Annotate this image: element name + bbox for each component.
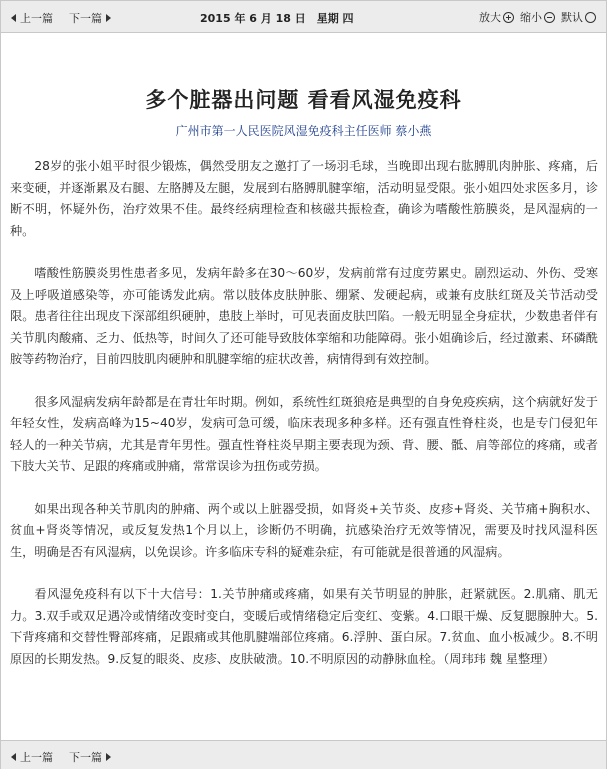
next-article-label: 下一篇 xyxy=(69,751,102,764)
minus-circle-icon xyxy=(544,12,555,23)
bottom-nav xyxy=(11,749,121,765)
zoom-default-label: 默认 xyxy=(561,11,583,24)
next-article-link[interactable] xyxy=(69,10,111,26)
bottom-toolbar xyxy=(1,740,606,769)
zoom-in-button[interactable] xyxy=(479,9,514,25)
zoom-default-button[interactable] xyxy=(561,9,596,25)
arrow-right-icon xyxy=(106,14,111,22)
prev-article-label: 上一篇 xyxy=(20,12,53,25)
paragraph: 很多风湿病发病年龄都是在青壮年时期。例如，系统性红斑狼疮是典型的自身免疫疾病，这个病就好发于年轻女性，发病高峰为15~40岁，发病可急可缓，临床表现多种多样。还有强直性脊柱炎，也是专门侵犯年轻人的一种关节病，尤其是青年男性。强直性脊柱炎早期主要表现为颈、背、腰、骶、肩等部位的疼痛，或者下肢大关节、足跟的疼痛或肿痛，常常误诊为扭伤或劳损。 xyxy=(10,394,598,473)
circle-icon xyxy=(585,12,596,23)
paragraph: 看风湿免疫科有以下十大信号：1.关节肿痛或疼痛，如果有关节明显的肿胀，赶紧就医。2.肌痛、肌无力。3.双手或双足遇冷或情绪改变时变白，变暖后或情绪稳定后变红、变紫。4.口眼干燥、反复腮腺肿大。5.下背疼痛和交替性臀部疼痛，足跟痛或其他肌腱端部位疼痛。6.浮肿、蛋白尿。7.贫血、血小板减少。8.不明原因的长期发热。9.反复的眼炎、皮疹、皮肤破溃。10.不明原因的动静脉血栓。（周玮玮 魏 星整理） xyxy=(10,587,598,666)
paragraph: 如果出现各种关节肌肉的肿痛、两个或以上脏器受损，如肾炎+关节炎、皮疹+肾炎、关节痛+胸积水、贫血+肾炎等情况，或反复发热1个月以上，诊断仍不明确，抗感染治疗无效等情况，需要及时找风湿科医生，明确是否有风湿病，以免误诊。许多临床专科的疑难杂症，有可能就是很普通的风湿病。 xyxy=(10,501,598,559)
arrow-left-icon xyxy=(11,14,16,22)
article-body xyxy=(10,156,598,691)
article-author: 广州市第一人民医院风湿免疫科主任医师 蔡小燕 xyxy=(175,124,432,138)
zoom-out-label: 缩小 xyxy=(520,11,542,24)
zoom-out-button[interactable] xyxy=(520,9,555,25)
issue-date: 2015 年 6 月 18 日 星期 四 xyxy=(200,12,354,25)
next-article-link-bottom[interactable] xyxy=(69,749,111,765)
paragraph: 嗜酸性筋膜炎男性患者多见，发病年龄多在30～60岁，发病前常有过度劳累史。剧烈运动、外伤、受寒及上呼吸道感染等，亦可能诱发此病。常以肢体皮肤肿胀、绷紧、发硬起病，或兼有皮肤红斑及关节活动受限。患者往往出现皮下深部组织硬肿，患肢上举时，可见表面皮肤凹陷。一般无明显全身症状，少数患者伴有关节肌肉酸痛、乏力、低热等，时间久了还可能导致肢体挛缩和功能障碍。张小姐确诊后，经过激素、环磷酰胺等药物治疗，目前四肢肌肉硬肿和肌腱挛缩的症状改善，病情得到有效控制。 xyxy=(10,266,598,366)
zoom-in-label: 放大 xyxy=(479,11,501,24)
arrow-right-icon xyxy=(106,753,111,761)
next-article-label: 下一篇 xyxy=(69,12,102,25)
plus-circle-icon xyxy=(503,12,514,23)
top-toolbar xyxy=(1,1,606,33)
top-nav xyxy=(11,10,121,26)
paragraph: 28岁的张小姐平时很少锻炼，偶然受朋友之邀打了一场羽毛球，当晚即出现右肱膊肌肉肿胀、疼痛，后来变硬，并逐渐累及右腿、左胳膊及左腿，发展到右胳膊肌腱挛缩，活动明显受限。张小姐四处求医多月，诊断不明，怀疑外伤，治疗效果不佳。最终经病理检查和核磁共振检查，确诊为嗜酸性筋膜炎，是风湿病的一种。 xyxy=(10,159,598,238)
prev-article-link[interactable] xyxy=(11,10,53,26)
article-title: 多个脏器出问题 看看风湿免疫科 xyxy=(145,88,462,112)
prev-article-link-bottom[interactable] xyxy=(11,749,53,765)
arrow-left-icon xyxy=(11,753,16,761)
zoom-controls xyxy=(479,9,596,25)
prev-article-label: 上一篇 xyxy=(20,751,53,764)
